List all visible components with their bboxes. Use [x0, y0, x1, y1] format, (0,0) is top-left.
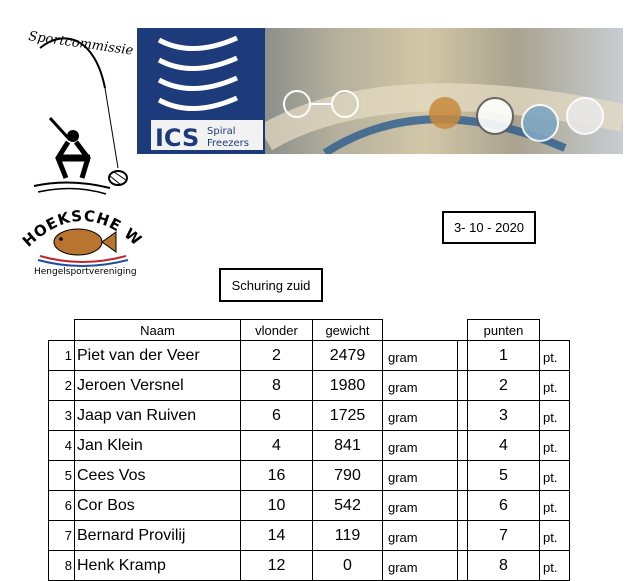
- header-blank: [458, 320, 468, 341]
- punten-cell: 7: [468, 521, 540, 551]
- punten-cell: 2: [468, 371, 540, 401]
- header-blank: [540, 320, 570, 341]
- results-table: [48, 319, 570, 581]
- weight-unit-cell: gram: [383, 371, 458, 401]
- header-blank: [49, 320, 75, 341]
- vlonder-cell: 8: [241, 371, 313, 401]
- logo-top-text: Sportcommissie: [27, 29, 135, 59]
- table-row: [49, 491, 570, 521]
- spacer-cell: [458, 431, 468, 461]
- header-vlonder: vlonder: [241, 320, 313, 341]
- weight-unit-cell: gram: [383, 341, 458, 371]
- banner-line2: Freezers: [207, 138, 249, 149]
- header-blank: [383, 320, 458, 341]
- table-row: [49, 551, 570, 581]
- points-unit-cell: pt.: [540, 521, 570, 551]
- gewicht-cell: 542: [313, 491, 383, 521]
- hoeksche-waard-logo: [18, 200, 146, 278]
- table-row: [49, 341, 570, 371]
- table-row: [49, 521, 570, 551]
- points-unit-cell: pt.: [540, 431, 570, 461]
- banner-line1: Spiral: [207, 126, 236, 137]
- name-cell: Cor Bos: [75, 491, 241, 521]
- punten-cell: 1: [468, 341, 540, 371]
- table-header-row: [49, 320, 570, 341]
- points-unit-cell: pt.: [540, 551, 570, 581]
- vlonder-cell: 6: [241, 401, 313, 431]
- points-unit-cell: pt.: [540, 491, 570, 521]
- rank-cell: 3: [49, 401, 75, 431]
- rank-cell: 7: [49, 521, 75, 551]
- angler-illustration: [10, 18, 135, 196]
- vlonder-cell: 10: [241, 491, 313, 521]
- gewicht-cell: 1725: [313, 401, 383, 431]
- freezer-photo: [265, 28, 623, 154]
- spacer-cell: [458, 371, 468, 401]
- fish-icon: [54, 229, 102, 255]
- punten-cell: 5: [468, 461, 540, 491]
- name-cell: Jaap van Ruiven: [75, 401, 241, 431]
- spiral-icon: [137, 28, 265, 154]
- sponsor-banner: [137, 28, 623, 154]
- sportcommissie-logo: [10, 18, 135, 196]
- gewicht-cell: 841: [313, 431, 383, 461]
- fish-emblem: [18, 200, 146, 278]
- name-cell: Jeroen Versnel: [75, 371, 241, 401]
- gewicht-cell: 0: [313, 551, 383, 581]
- header-gewicht: gewicht: [313, 320, 383, 341]
- logo-bottom-subtitle: Hengelsportvereniging: [34, 267, 137, 277]
- weight-unit-cell: gram: [383, 461, 458, 491]
- weight-unit-cell: gram: [383, 491, 458, 521]
- event-date: 3- 10 - 2020: [442, 211, 536, 244]
- points-unit-cell: pt.: [540, 371, 570, 401]
- table-row: [49, 461, 570, 491]
- vlonder-cell: 16: [241, 461, 313, 491]
- header-naam: Naam: [75, 320, 241, 341]
- rank-cell: 5: [49, 461, 75, 491]
- logo-bottom-title: HOEKSCHE W: [18, 206, 146, 251]
- vlonder-cell: 4: [241, 431, 313, 461]
- rank-cell: 4: [49, 431, 75, 461]
- gewicht-cell: 119: [313, 521, 383, 551]
- rank-cell: 6: [49, 491, 75, 521]
- gewicht-cell: 2479: [313, 341, 383, 371]
- vlonder-cell: 12: [241, 551, 313, 581]
- gewicht-cell: 1980: [313, 371, 383, 401]
- banner-photo: [265, 28, 623, 154]
- weight-unit-cell: gram: [383, 521, 458, 551]
- points-unit-cell: pt.: [540, 461, 570, 491]
- spacer-cell: [458, 341, 468, 371]
- gewicht-cell: 790: [313, 461, 383, 491]
- rank-cell: 2: [49, 371, 75, 401]
- weight-unit-cell: gram: [383, 431, 458, 461]
- points-unit-cell: pt.: [540, 401, 570, 431]
- name-cell: Piet van der Veer: [75, 341, 241, 371]
- vlonder-cell: 2: [241, 341, 313, 371]
- spacer-cell: [458, 521, 468, 551]
- punten-cell: 3: [468, 401, 540, 431]
- rank-cell: 1: [49, 341, 75, 371]
- table-row: [49, 401, 570, 431]
- spacer-cell: [458, 551, 468, 581]
- spacer-cell: [458, 461, 468, 491]
- points-unit-cell: pt.: [540, 341, 570, 371]
- table-row: [49, 371, 570, 401]
- name-cell: Henk Kramp: [75, 551, 241, 581]
- rank-cell: 8: [49, 551, 75, 581]
- event-location: Schuring zuid: [219, 268, 323, 302]
- banner-brand: ICS: [155, 124, 200, 152]
- punten-cell: 4: [468, 431, 540, 461]
- header-punten: punten: [468, 320, 540, 341]
- spacer-cell: [458, 401, 468, 431]
- punten-cell: 6: [468, 491, 540, 521]
- vlonder-cell: 14: [241, 521, 313, 551]
- name-cell: Bernard Provilij: [75, 521, 241, 551]
- punten-cell: 8: [468, 551, 540, 581]
- spacer-cell: [458, 491, 468, 521]
- ics-logo-panel: [137, 28, 265, 154]
- weight-unit-cell: gram: [383, 551, 458, 581]
- name-cell: Cees Vos: [75, 461, 241, 491]
- name-cell: Jan Klein: [75, 431, 241, 461]
- table-row: [49, 431, 570, 461]
- weight-unit-cell: gram: [383, 401, 458, 431]
